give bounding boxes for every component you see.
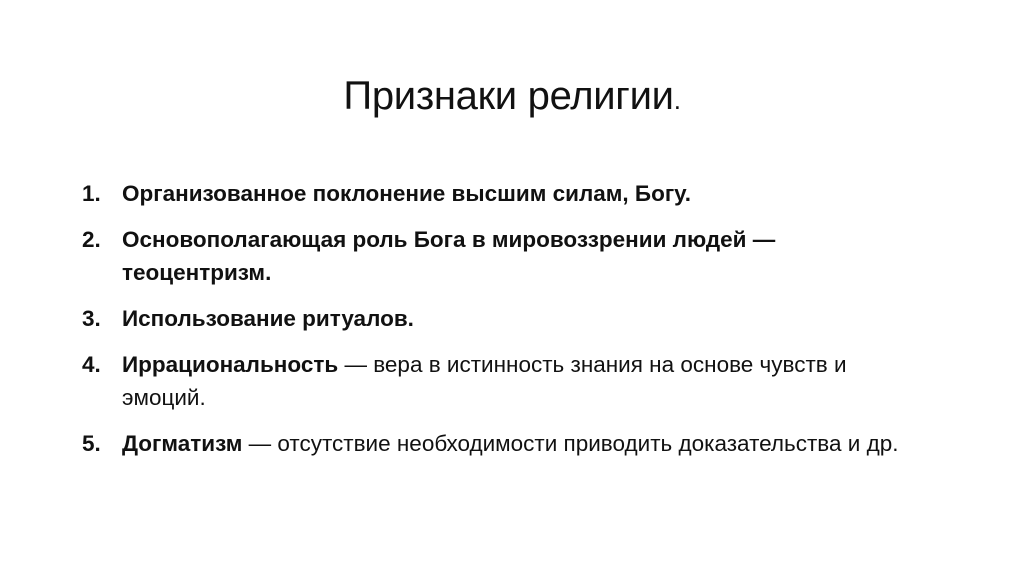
- list-item-number: 4.: [82, 352, 101, 377]
- slide-title-dot: .: [673, 85, 681, 115]
- slide-title: [0, 72, 1024, 124]
- list-item: [82, 348, 922, 414]
- list-item-text: [122, 348, 922, 414]
- list-item-term: Использование ритуалов.: [122, 306, 414, 331]
- list-item-term: Догматизм: [122, 431, 243, 456]
- list-item: [82, 427, 922, 460]
- list-item: [82, 177, 922, 210]
- list-item-term: Основополагающая роль Бога в мировоззрении людей — теоцентризм.: [122, 227, 776, 285]
- slide-title-text: Признаки религии: [343, 74, 674, 118]
- list-item-number: 5.: [82, 431, 101, 456]
- list-item-text: [122, 223, 922, 289]
- list-item: [82, 302, 922, 335]
- list-item-number: 1.: [82, 181, 101, 206]
- list-item-number: 3.: [82, 306, 101, 331]
- list-item-text: [122, 302, 922, 335]
- list-item-description: — вера в истинность знания на основе чувств и эмоций.: [122, 352, 847, 410]
- list-item-text: [122, 427, 922, 460]
- list-item-description: — отсутствие необходимости приводить доказательства и др.: [242, 431, 899, 456]
- features-list: [82, 177, 922, 473]
- list-item-term: Иррациональность: [122, 352, 339, 377]
- list-item-text: [122, 177, 922, 210]
- list-item-number: 2.: [82, 227, 101, 252]
- list-item: [82, 223, 922, 289]
- list-item-term: Организованное поклонение высшим силам, Богу.: [122, 181, 691, 206]
